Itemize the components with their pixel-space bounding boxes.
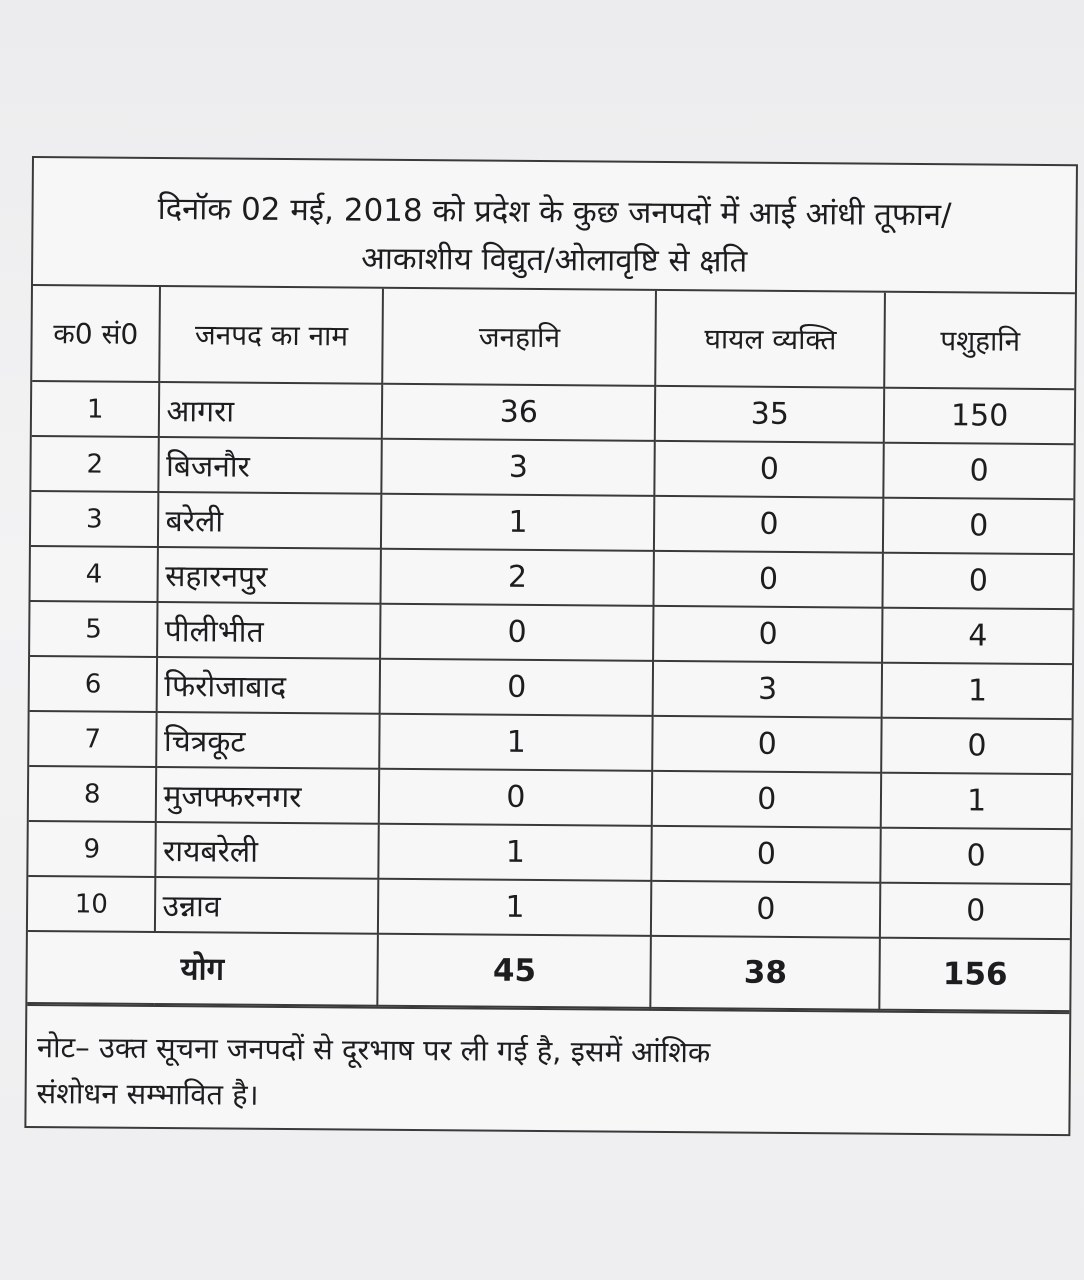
header-deaths: जनहानि [383, 289, 657, 386]
deaths-cell: 0 [380, 659, 653, 716]
deaths-cell: 0 [380, 604, 653, 661]
header-row [32, 286, 1075, 389]
table-row [31, 546, 1073, 609]
report-title [33, 158, 1076, 294]
sr-no-cell: 1 [32, 381, 160, 437]
district-name-cell: बरेली [158, 492, 381, 549]
deaths-cell: 0 [379, 769, 652, 826]
sr-no-cell: 6 [30, 656, 158, 712]
cattle-cell: 1 [882, 663, 1072, 719]
deaths-cell: 3 [382, 439, 655, 496]
injured-cell: 0 [654, 551, 883, 608]
table-row [28, 876, 1070, 939]
header-cattle: पशुहानि [884, 293, 1074, 389]
district-name-cell: पीलीभीत [158, 602, 381, 659]
injured-cell: 0 [651, 881, 880, 938]
cattle-cell: 0 [880, 883, 1070, 939]
sr-no-cell: 10 [28, 876, 156, 932]
deaths-cell: 1 [381, 494, 654, 551]
district-name-cell: रायबरेली [156, 822, 379, 879]
injured-cell: 0 [653, 606, 882, 663]
district-name-cell: उन्नाव [155, 877, 378, 934]
district-name-cell: फिरोजाबाद [157, 657, 380, 714]
table-row [29, 766, 1071, 829]
deaths-cell: 2 [381, 549, 654, 606]
injured-cell: 3 [653, 661, 882, 718]
sr-no-cell: 8 [29, 766, 157, 822]
cattle-cell: 4 [882, 608, 1072, 664]
deaths-cell: 1 [379, 824, 652, 881]
sr-no-cell: 4 [31, 546, 159, 602]
injured-cell: 0 [655, 441, 884, 498]
total-deaths: 45 [378, 934, 652, 1008]
header-injured: घायल व्यक्ति [656, 291, 886, 388]
cattle-cell: 0 [883, 498, 1073, 554]
district-name-cell: आगरा [159, 382, 382, 439]
cattle-cell: 0 [883, 553, 1073, 609]
note-line-2: संशोधन सम्भावित है। [36, 1076, 259, 1112]
sr-no-cell: 9 [28, 821, 156, 877]
total-label: योग [27, 931, 378, 1006]
district-name-cell: चित्रकूट [157, 712, 380, 769]
total-cattle: 156 [880, 938, 1070, 1011]
district-name-cell: सहारनपुर [158, 547, 381, 604]
deaths-cell: 1 [380, 714, 653, 771]
table-row [30, 601, 1072, 664]
deaths-cell: 1 [378, 879, 651, 936]
total-injured: 38 [651, 936, 880, 1010]
district-name-cell: बिजनौर [159, 437, 382, 494]
table-row [30, 656, 1072, 719]
table-row [32, 381, 1074, 444]
footnote [26, 1004, 1069, 1134]
sr-no-cell: 7 [29, 711, 157, 767]
title-line-1: दिनॉक 02 मई, 2018 को प्रदेश के कुछ जनपदों में आई आंधी तूफान/ [157, 190, 952, 234]
table-row [29, 711, 1071, 774]
header-sr-no: क0 सं0 [32, 286, 160, 382]
sr-no-cell: 3 [31, 491, 159, 547]
sr-no-cell: 5 [30, 601, 158, 657]
title-line-2: आकाशीय विद्युत/ओलावृष्टि से क्षति [361, 240, 748, 280]
damage-table [27, 286, 1075, 1012]
cattle-cell: 0 [881, 828, 1071, 884]
damage-report-sheet [24, 156, 1078, 1136]
total-row [27, 931, 1070, 1011]
note-line-1: नोट– उक्त सूचना जनपदों से दूरभाष पर ली गई है, इसमें आंशिक [36, 1030, 711, 1070]
cattle-cell: 0 [884, 443, 1074, 499]
table-row [31, 436, 1073, 499]
injured-cell: 35 [655, 386, 884, 443]
cattle-cell: 0 [881, 718, 1071, 774]
deaths-cell: 36 [382, 384, 655, 441]
injured-cell: 0 [653, 716, 882, 773]
injured-cell: 0 [654, 496, 883, 553]
table-row [31, 491, 1073, 554]
cattle-cell: 150 [884, 388, 1074, 444]
cattle-cell: 1 [881, 773, 1071, 829]
district-name-cell: मुजफ्फरनगर [156, 767, 379, 824]
header-district: जनपद का नाम [160, 287, 384, 384]
injured-cell: 0 [652, 771, 881, 828]
sr-no-cell: 2 [31, 436, 159, 492]
injured-cell: 0 [652, 826, 881, 883]
table-row [28, 821, 1070, 884]
